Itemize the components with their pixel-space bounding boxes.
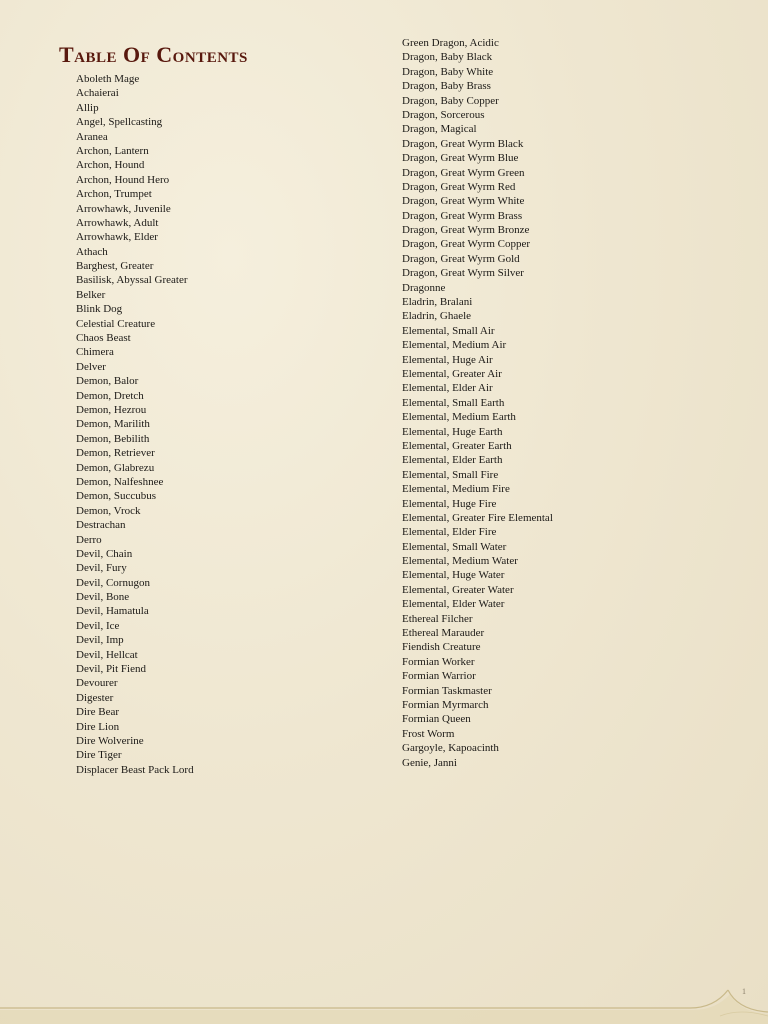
toc-entry: Dragon, Great Wyrm Silver	[402, 267, 524, 280]
toc-entry: Belker	[76, 288, 106, 301]
toc-entry: Elemental, Small Air	[402, 324, 495, 337]
toc-entry: Archon, Hound Hero	[76, 173, 170, 186]
toc-entry: Elemental, Medium Air	[402, 339, 507, 352]
toc-entry: Dragon, Great Wyrm Blue	[402, 152, 519, 165]
toc-entry: Delver	[76, 360, 106, 373]
toc-entry: Aranea	[76, 130, 108, 143]
toc-entry: Dragonne	[402, 281, 446, 294]
toc-entry: Angel, Spellcasting	[76, 116, 163, 129]
toc-entry: Elemental, Greater Fire Elemental	[402, 511, 553, 524]
toc-entry: Green Dragon, Acidic	[402, 37, 499, 49]
toc-entry: Basilisk, Abyssal Greater	[76, 274, 188, 287]
toc-entry: Achaierai	[76, 87, 119, 100]
toc-entry: Eladrin, Bralani	[402, 296, 473, 309]
toc-entry: Archon, Hound	[76, 159, 145, 172]
toc-entry: Elemental, Elder Air	[402, 382, 493, 395]
toc-entry: Devil, Pit Fiend	[76, 663, 146, 676]
footer-ornament	[0, 964, 768, 1024]
toc-entry: Gargoyle, Kapoacinth	[402, 742, 499, 755]
toc-entry: Dragon, Great Wyrm Bronze	[402, 224, 530, 237]
toc-entry: Dragon, Great Wyrm Green	[402, 166, 525, 179]
toc-entry: Devil, Hellcat	[76, 648, 138, 661]
toc-entry: Chaos Beast	[76, 332, 131, 345]
toc-entry: Devil, Ice	[76, 619, 120, 632]
toc-entry: Dire Lion	[76, 720, 120, 733]
toc-entry: Athach	[76, 245, 108, 258]
toc-entry: Formian Worker	[402, 655, 475, 668]
toc-entry: Devil, Hamatula	[76, 605, 149, 618]
toc-entry: Destrachan	[76, 519, 126, 532]
toc-entry: Demon, Nalfeshnee	[76, 475, 164, 488]
toc-entry: Dragon, Great Wyrm White	[402, 195, 525, 208]
toc-entry: Demon, Glabrezu	[76, 461, 155, 474]
toc-entry: Eladrin, Ghaele	[402, 310, 472, 323]
toc-entry: Chimera	[76, 346, 114, 359]
toc-entry: Devourer	[76, 677, 118, 690]
toc-entry: Ethereal Marauder	[402, 627, 485, 640]
toc-entry: Blink Dog	[76, 303, 123, 316]
toc-entry: Demon, Dretch	[76, 389, 144, 402]
toc-entry: Elemental, Small Fire	[402, 468, 499, 481]
toc-entry: Devil, Chain	[76, 547, 133, 560]
toc-entry: Demon, Vrock	[76, 504, 141, 517]
toc-entry: Demon, Retriever	[76, 447, 155, 460]
toc-entry: Elemental, Elder Fire	[402, 526, 497, 539]
toc-entry: Dragon, Magical	[402, 123, 477, 136]
toc-entry: Elemental, Medium Water	[402, 555, 518, 568]
toc-entry: Allip	[76, 101, 99, 114]
toc-entry: Dragon, Great Wyrm Copper	[402, 238, 531, 251]
toc-entry: Formian Warrior	[402, 670, 476, 683]
toc-entry: Derro	[76, 533, 102, 546]
toc-right-column	[402, 36, 742, 770]
toc-entry: Elemental, Elder Water	[402, 598, 505, 611]
toc-entry: Elemental, Small Water	[402, 540, 507, 553]
toc-entry: Elemental, Small Earth	[402, 396, 505, 409]
toc-entry: Formian Queen	[402, 713, 471, 726]
toc-entry: Demon, Succubus	[76, 490, 157, 503]
toc-entry: Dire Tiger	[76, 749, 122, 762]
toc-entry: Displacer Beast Pack Lord	[76, 763, 194, 776]
toc-entry: Dragon, Baby Copper	[402, 94, 499, 107]
page-number: 1	[742, 987, 746, 996]
toc-entry: Celestial Creature	[76, 317, 156, 330]
toc-entry: Devil, Imp	[76, 634, 124, 647]
toc-entry: Dire Bear	[76, 706, 120, 719]
toc-entry: Devil, Bone	[76, 591, 130, 604]
toc-entry: Elemental, Greater Air	[402, 367, 502, 380]
toc-entry: Dragon, Great Wyrm Red	[402, 180, 516, 193]
toc-left-column	[76, 72, 376, 777]
toc-entry: Devil, Cornugon	[76, 576, 150, 589]
toc-entry: Aboleth Mage	[76, 73, 140, 85]
toc-entry: Formian Taskmaster	[402, 684, 492, 697]
toc-entry: Elemental, Huge Water	[402, 569, 505, 582]
toc-entry: Archon, Trumpet	[76, 188, 152, 201]
toc-entry: Arrowhawk, Elder	[76, 231, 158, 244]
toc-entry: Demon, Marilith	[76, 418, 150, 431]
toc-entry: Devil, Fury	[76, 562, 127, 575]
toc-entry: Demon, Hezrou	[76, 403, 147, 416]
toc-entry: Dragon, Great Wyrm Gold	[402, 252, 520, 265]
toc-entry: Dire Wolverine	[76, 734, 144, 747]
toc-entry: Dragon, Great Wyrm Black	[402, 137, 524, 150]
toc-entry: Arrowhawk, Adult	[76, 216, 159, 229]
toc-entry: Dragon, Great Wyrm Brass	[402, 209, 523, 222]
toc-entry: Demon, Bebilith	[76, 432, 150, 445]
toc-entry: Genie, Janni	[402, 756, 457, 769]
toc-entry: Frost Worm	[402, 727, 455, 740]
toc-entry: Fiendish Creature	[402, 641, 481, 654]
toc-entry: Elemental, Huge Earth	[402, 425, 503, 438]
toc-entry: Elemental, Medium Fire	[402, 483, 510, 496]
page-title: Table Of Contents	[59, 42, 248, 67]
toc-entry: Elemental, Elder Earth	[402, 454, 503, 467]
toc-entry: Formian Myrmarch	[402, 698, 489, 711]
toc-entry: Barghest, Greater	[76, 260, 154, 273]
toc-entry: Ethereal Filcher	[402, 612, 473, 625]
toc-entry: Elemental, Huge Fire	[402, 497, 497, 510]
toc-entry: Demon, Balor	[76, 375, 139, 388]
toc-entry: Digester	[76, 691, 114, 704]
toc-entry: Dragon, Baby White	[402, 65, 494, 78]
toc-entry: Arrowhawk, Juvenile	[76, 202, 171, 215]
toc-entry: Dragon, Sorcerous	[402, 108, 485, 121]
toc-entry: Elemental, Huge Air	[402, 353, 493, 366]
toc-entry: Dragon, Baby Black	[402, 51, 493, 64]
toc-entry: Dragon, Baby Brass	[402, 80, 491, 93]
toc-entry: Elemental, Medium Earth	[402, 411, 516, 424]
toc-entry: Elemental, Greater Water	[402, 583, 514, 596]
toc-entry: Archon, Lantern	[76, 144, 149, 157]
toc-entry: Elemental, Greater Earth	[402, 439, 512, 452]
